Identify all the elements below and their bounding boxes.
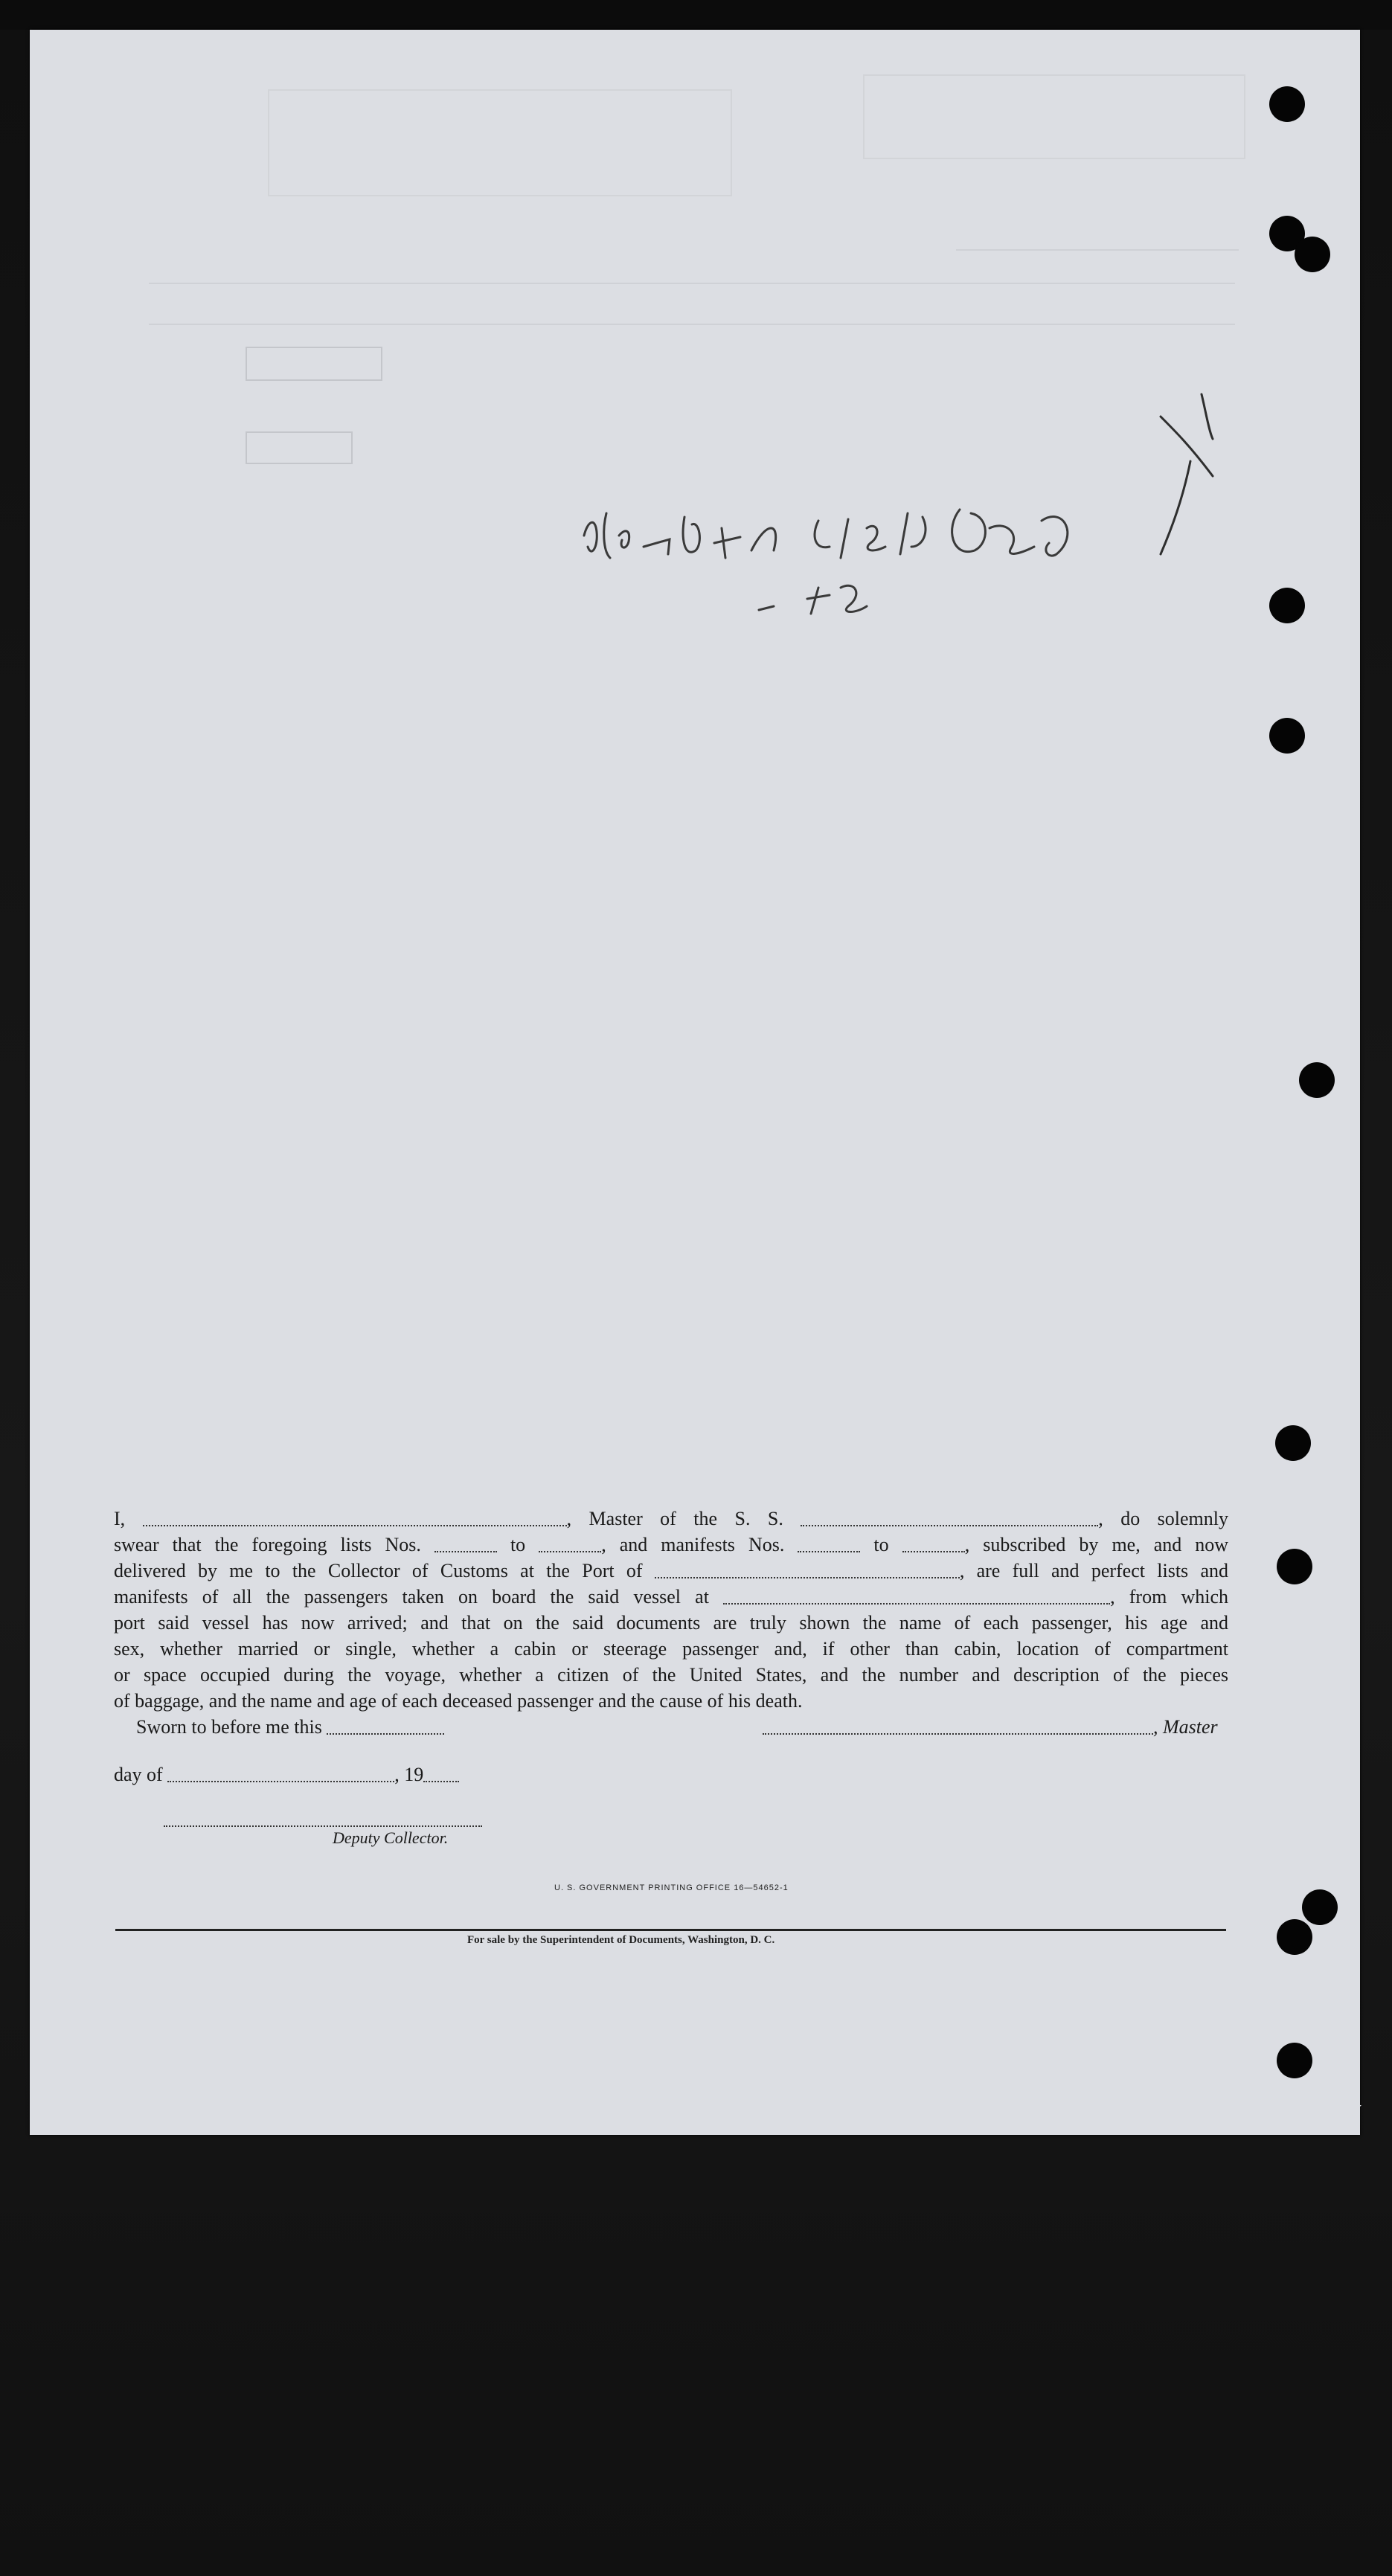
manifest-from-blank[interactable] — [798, 1533, 860, 1552]
bleed-through-stamp — [246, 431, 353, 464]
handwritten-check-mark — [1138, 387, 1228, 558]
master-signature-line — [763, 1715, 1218, 1738]
master-oath-statement — [114, 1506, 1228, 1714]
day-of-line — [114, 1763, 459, 1786]
sale-notice: For sale by the Superintendent of Documents, Washington, D. C. — [467, 1934, 775, 1946]
punch-hole — [1269, 718, 1305, 754]
oath-text: , do solemnly — [1098, 1508, 1228, 1529]
footer-rule — [115, 1929, 1226, 1931]
oath-text: swear that the foregoing lists Nos. — [114, 1534, 421, 1555]
sworn-label: Sworn to before me this — [136, 1716, 322, 1738]
sworn-line — [136, 1715, 444, 1738]
oath-text: to — [873, 1534, 889, 1555]
scan-top-edge — [0, 0, 1392, 30]
bleed-through-header — [863, 74, 1245, 159]
master-signature-blank[interactable] — [763, 1715, 1153, 1735]
manifest-to-blank[interactable] — [902, 1533, 965, 1552]
oath-line — [114, 1532, 1228, 1558]
oath-text: manifests of all the passengers taken on board the said vessel at — [114, 1586, 709, 1607]
bleed-through-title — [268, 89, 732, 196]
deputy-signature-blank[interactable] — [164, 1825, 482, 1827]
master-label: , Master — [1153, 1716, 1218, 1738]
bleed-through-rule — [149, 324, 1235, 325]
year-prefix: , 19 — [394, 1764, 424, 1785]
punch-hole — [1277, 1919, 1312, 1955]
list-from-blank[interactable] — [434, 1533, 497, 1552]
oath-text: , and manifests Nos. — [601, 1534, 785, 1555]
year-blank[interactable] — [423, 1763, 459, 1782]
printer-imprint: U. S. GOVERNMENT PRINTING OFFICE 16—54652-1 — [554, 1883, 789, 1892]
oath-text: sex, whether married or single, whether a cabin or steerage passenger and, if other than cabin, location of compartment — [114, 1638, 1228, 1660]
day-of-label: day of — [114, 1764, 163, 1785]
oath-text: , from which — [1110, 1586, 1228, 1607]
oath-text: or space occupied during the voyage, whether a citizen of the United States, and the number and description of the pieces — [114, 1664, 1228, 1686]
oath-line — [114, 1610, 1228, 1636]
list-to-blank[interactable] — [539, 1533, 601, 1552]
master-name-blank[interactable] — [143, 1507, 567, 1526]
punch-hole — [1275, 1425, 1311, 1461]
bleed-through-stamp — [246, 347, 382, 381]
oath-text: I, — [114, 1508, 126, 1529]
oath-text: , Master of the S. S. — [566, 1508, 783, 1529]
sheet-folded-corner — [1332, 2105, 1361, 2135]
oath-text: of baggage, and the name and age of each deceased passenger and the cause of his death. — [114, 1690, 803, 1712]
month-blank[interactable] — [167, 1763, 394, 1782]
punch-hole — [1269, 588, 1305, 623]
ship-name-blank[interactable] — [801, 1507, 1098, 1526]
punch-hole — [1269, 86, 1305, 122]
oath-line — [114, 1558, 1228, 1584]
punch-hole — [1302, 1889, 1338, 1925]
oath-text: , subscribed by me, and now — [964, 1534, 1229, 1555]
punch-hole — [1277, 1549, 1312, 1584]
document-sheet — [30, 30, 1360, 2135]
oath-text: , are full and perfect lists and — [959, 1560, 1228, 1581]
punch-hole — [1299, 1062, 1335, 1098]
oath-line — [114, 1584, 1228, 1610]
punch-hole — [1295, 237, 1330, 272]
punch-hole — [1277, 2043, 1312, 2078]
oath-line — [114, 1636, 1228, 1662]
sworn-date-blank[interactable] — [327, 1715, 444, 1735]
departure-port-blank[interactable] — [723, 1585, 1110, 1605]
bleed-through-rule — [956, 249, 1239, 251]
oath-text: port said vessel has now arrived; and that on the said documents are truly shown the name of each passenger, his age and — [114, 1612, 1228, 1634]
oath-line — [114, 1662, 1228, 1688]
bleed-through-rule — [149, 283, 1235, 284]
oath-text: delivered by me to the Collector of Customs at the Port of — [114, 1560, 643, 1581]
oath-line — [114, 1688, 1228, 1714]
handwritten-annotation — [573, 476, 1094, 632]
oath-text: to — [510, 1534, 526, 1555]
oath-line — [114, 1506, 1228, 1532]
deputy-collector-label: Deputy Collector. — [333, 1828, 449, 1847]
port-blank[interactable] — [655, 1559, 960, 1578]
